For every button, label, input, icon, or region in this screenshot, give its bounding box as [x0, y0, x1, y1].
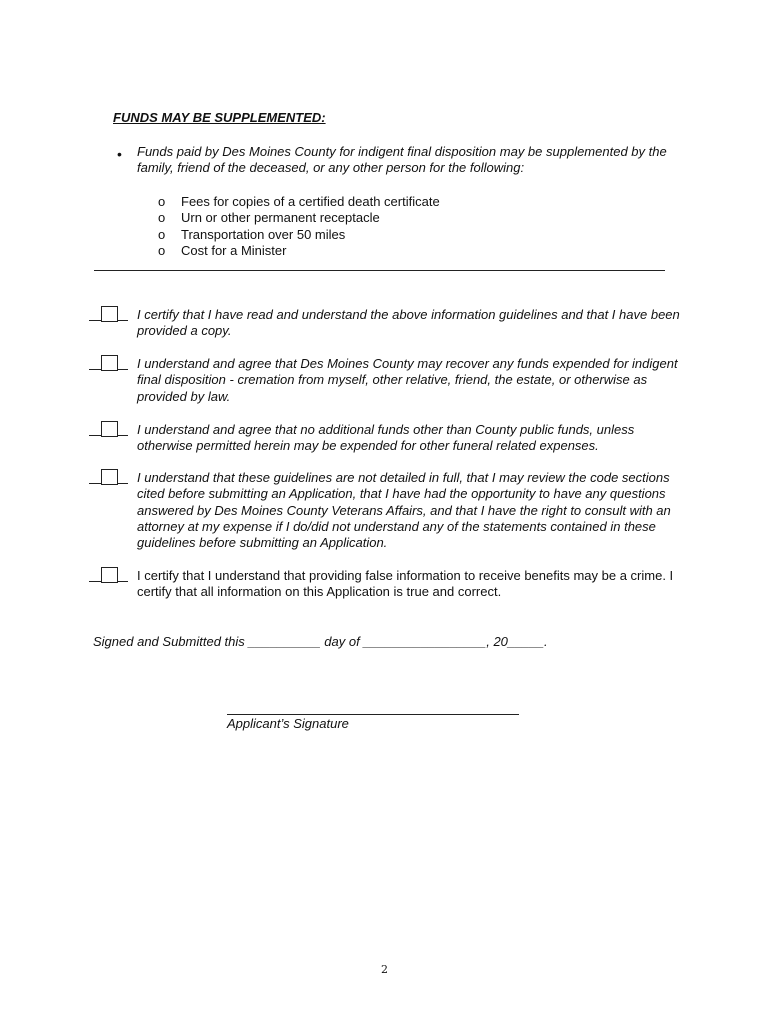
- certification-text: I certify that I understand that providing false information to receive benefits may be a crime. I certify that all information on this Application is true and correct.: [137, 568, 674, 600]
- bullet-marker: •: [117, 146, 122, 162]
- certification-checkbox[interactable]: [101, 567, 118, 583]
- list-item-label: Fees for copies of a certified death certificate: [181, 194, 440, 209]
- checkbox-underline: [118, 320, 128, 321]
- certification-text: I understand and agree that Des Moines County may recover any funds expended for indigent final disposition - cremation from myself, other relative, friend, the estate, or otherwise as provided by law.: [137, 356, 678, 404]
- certification-text: I certify that I have read and understand the above information guidelines and that I have been provided a copy.: [137, 307, 680, 339]
- signature-label: Applicant’s Signature: [227, 716, 349, 731]
- certification-false-information: [89, 567, 689, 627]
- certification-text: I understand and agree that no additional funds other than County public funds, unless otherwise permitted herein may be expended for other funeral related expenses.: [137, 422, 635, 454]
- list-marker: o: [158, 210, 166, 226]
- checkbox-underline: [89, 435, 101, 436]
- bullet-paragraph: Funds paid by Des Moines County for indigent final disposition may be supplemented by the family, friend of the deceased, or any other person for the following:: [137, 144, 667, 175]
- list-item-label: Urn or other permanent receptacle: [181, 210, 380, 226]
- checkbox-underline: [118, 483, 128, 484]
- list-marker: o: [158, 226, 166, 242]
- checkbox-underline: [118, 435, 128, 436]
- list-item-label: Cost for a Minister: [181, 242, 287, 258]
- page-number: 2: [381, 963, 388, 976]
- certification-recover-funds: [89, 355, 689, 415]
- list-marker: o: [158, 242, 166, 258]
- certification-checkbox[interactable]: [101, 421, 118, 437]
- section-heading: FUNDS MAY BE SUPPLEMENTED:: [113, 110, 326, 125]
- list-marker: o: [158, 194, 166, 209]
- section-divider: [94, 270, 665, 271]
- certification-checkbox[interactable]: [101, 306, 118, 322]
- checkbox-underline: [118, 581, 128, 582]
- checkbox-underline: [89, 483, 101, 484]
- certification-checkbox[interactable]: [101, 469, 118, 485]
- list-item-label: Transportation over 50 miles: [181, 226, 346, 242]
- checkbox-underline: [89, 581, 101, 582]
- signed-submitted-line: Signed and Submitted this __________ day of _________________, 20_____.: [93, 634, 548, 649]
- checkbox-underline: [89, 320, 101, 321]
- certification-text: I understand that these guidelines are not detailed in full, that I may review the code sections cited before submitting an Application, that I have had the opportunity to have any questions answered by Des Moines County Veterans Affairs, and that I have the right to consult with an attorney at my expense if I do/did not understand any of the statements contained in these guidelines before submitting an Application.: [137, 470, 671, 551]
- checkbox-underline: [89, 369, 101, 370]
- checkbox-underline: [118, 369, 128, 370]
- certification-checkbox[interactable]: [101, 355, 118, 371]
- certification-guidelines-not-detailed: [89, 469, 689, 559]
- signature-line[interactable]: [227, 714, 519, 715]
